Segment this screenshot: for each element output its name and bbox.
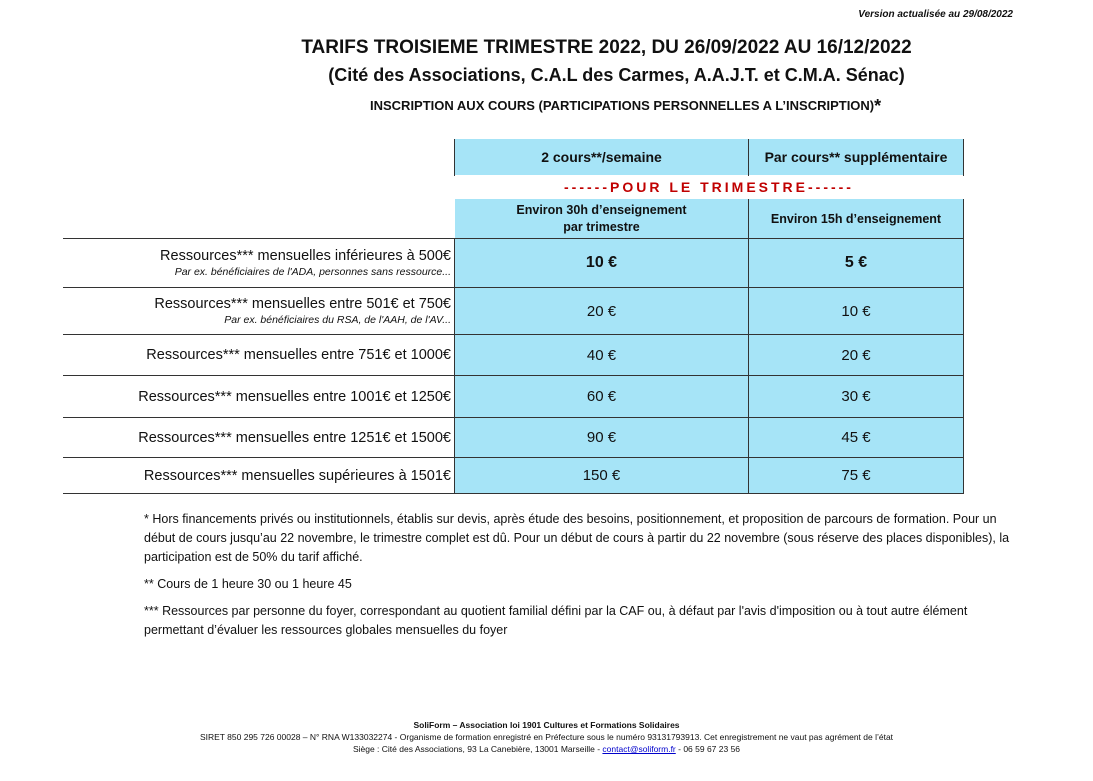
grid-line	[963, 139, 964, 176]
grid-line	[454, 139, 455, 176]
footnote-1: * Hors financements privés ou institutionnels, établis sur devis, après étude des besoins, positionnement, et proposition de parcours de formation. Pour un début de cours jusqu’au 22 novembre, le trimestre complet est dû. Pour un début de cours à partir du 22 novembre (sous réserve des places disponibles), la participation est de 50% du tarif affiché.	[144, 512, 1010, 564]
row-label-4-text: Ressources*** mensuelles entre 1001€ et 1250€	[138, 388, 451, 405]
inscription-asterisk: *	[874, 96, 882, 116]
footer-address	[0, 743, 1093, 755]
row-label-1-sub: Par ex. bénéficiaires de l'ADA, personnes sans ressource...	[174, 266, 451, 278]
row-3-value-1: 40 €	[455, 335, 748, 375]
inscription-heading-text: INSCRIPTION AUX COURS (PARTICIPATIONS PERSONNELLES A L’INSCRIPTION)	[370, 98, 875, 113]
row-6-value-2: 75 €	[749, 458, 963, 493]
grid-line	[748, 238, 749, 494]
inscription-heading	[370, 96, 881, 117]
row-1-value-1: 10 €	[455, 239, 748, 287]
row-2-value-1: 20 €	[455, 288, 748, 334]
row-5-value-1: 90 €	[455, 418, 748, 457]
grid-line	[63, 493, 964, 494]
footnote-2: ** Cours de 1 heure 30 ou 1 heure 45	[144, 577, 352, 591]
row-label-3	[63, 335, 451, 375]
row-label-2-text: Ressources*** mensuelles entre 501€ et 750€	[154, 296, 451, 312]
grid-line	[63, 375, 964, 376]
footer-association: SoliForm – Association loi 1901 Cultures et Formations Solidaires	[413, 720, 680, 730]
row-2-value-2: 10 €	[749, 288, 963, 334]
sites-subtitle: (Cité des Associations, C.A.L des Carmes, A.A.J.T. et C.M.A. Sénac)	[328, 65, 905, 85]
header-extra-course: Par cours** supplémentaire	[749, 139, 963, 175]
contact-email-link[interactable]: contact@soliform.fr	[602, 744, 676, 754]
row-label-6	[63, 458, 451, 493]
grid-line	[63, 287, 964, 288]
row-label-5	[63, 418, 451, 457]
row-label-2-sub: Par ex. bénéficiaires du RSA, de l'AAH, de l'AV...	[224, 314, 451, 326]
page-title: TARIFS TROISIEME TRIMESTRE 2022, DU 26/09/2022 AU 16/12/2022	[301, 37, 912, 58]
footnote-3: *** Ressources par personne du foyer, correspondant au quotient familial défini par la CAF ou, à défaut par l'avis d'imposition ou à tout autre élément permettant d’évaluer les ressources globales mensuelles du foyer	[144, 604, 968, 637]
grid-line	[454, 238, 455, 494]
grid-line	[748, 199, 749, 238]
footer-address-text: Siège : Cité des Associations, 93 La Canebière, 13001 Marseille -	[352, 744, 603, 754]
row-4-value-2: 30 €	[749, 376, 963, 417]
row-6-value-1: 150 €	[455, 458, 748, 493]
page-footer	[0, 719, 1093, 755]
row-label-6-text: Ressources*** mensuelles supérieures à 1501€	[143, 467, 451, 484]
row-label-4	[63, 376, 451, 417]
row-label-3-text: Ressources*** mensuelles entre 751€ et 1000€	[146, 347, 451, 363]
row-5-value-2: 45 €	[749, 418, 963, 457]
grid-line	[63, 417, 964, 418]
row-label-5-text: Ressources*** mensuelles entre 1251€ et 1500€	[138, 429, 451, 446]
row-label-1-text: Ressources*** mensuelles inférieures à 500€	[160, 248, 451, 264]
grid-line	[63, 334, 964, 335]
row-label-1	[63, 239, 451, 287]
subheader-30h: Environ 30h d’enseignement par trimestre	[455, 199, 748, 238]
trimester-banner: ------POUR LE TRIMESTRE------	[455, 175, 963, 199]
row-4-value-1: 60 €	[455, 376, 748, 417]
row-label-2	[63, 288, 451, 334]
version-date: Version actualisée au 29/08/2022	[858, 9, 1013, 20]
grid-line	[63, 238, 964, 239]
row-3-value-2: 20 €	[749, 335, 963, 375]
grid-line	[963, 199, 964, 494]
footnotes	[144, 510, 1024, 648]
footer-phone: - 06 59 67 23 56	[675, 744, 741, 754]
grid-line	[748, 139, 749, 176]
row-1-value-2: 5 €	[749, 239, 963, 287]
footer-registration: SIRET 850 295 726 00028 – N° RNA W133032274 - Organisme de formation enregistré en Préfecture sous le numéro 93131793913. Cet enregistrement ne vaut pas agrément de l’état	[199, 732, 894, 742]
subheader-15h: Environ 15h d’enseignement	[749, 199, 963, 238]
grid-line	[63, 457, 964, 458]
header-two-courses: 2 cours**/semaine	[455, 139, 748, 175]
